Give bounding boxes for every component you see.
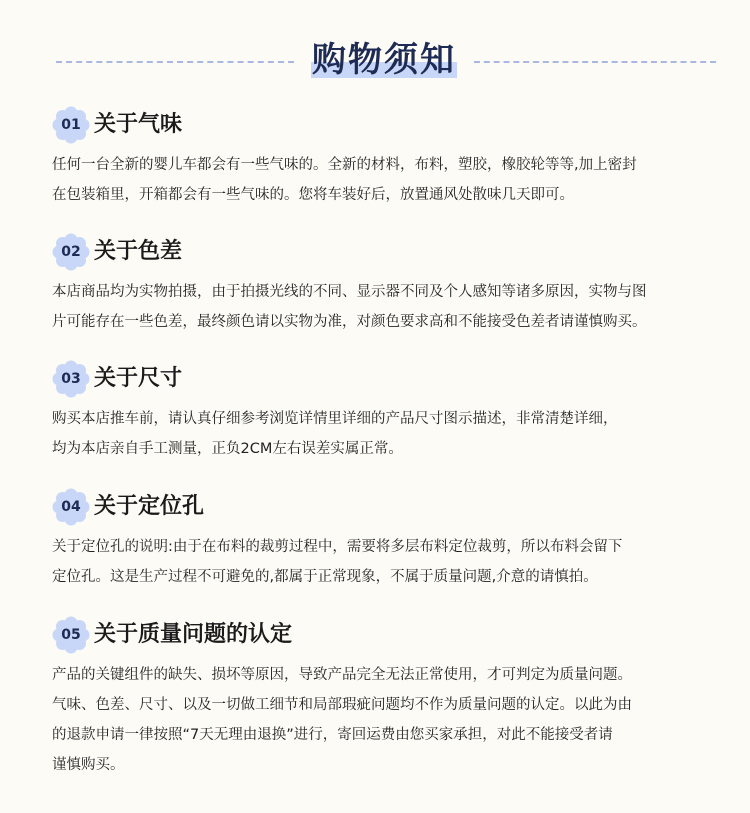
section-title: 关于气味 xyxy=(94,112,183,137)
section-color-difference xyxy=(52,233,712,337)
section-positioning-holes xyxy=(52,488,712,592)
section-number: 05 xyxy=(61,627,81,643)
section-text-line: 定位孔。这是生产过程不可避免的,都属于正常现象，不属于质量问题,介意的请慎拍。 xyxy=(52,569,598,585)
section-number: 01 xyxy=(61,117,81,133)
header-divider-right xyxy=(474,61,716,63)
page-header xyxy=(0,38,750,84)
page-title-wrap xyxy=(305,38,463,84)
flower-badge-icon xyxy=(52,233,90,271)
section-text-line: 气味、色差、尺寸、以及一切做工细节和局部瑕疵问题均不作为质量问题的认定。以此为由 xyxy=(52,697,632,713)
section-body xyxy=(52,660,712,780)
section-title: 关于定位孔 xyxy=(94,494,205,519)
flower-badge-icon xyxy=(52,360,90,398)
section-number: 04 xyxy=(61,499,81,515)
section-text-line: 产品的关键组件的缺失、损坏等原因，导致产品完全无法正常使用，才可判定为质量问题。 xyxy=(52,667,632,683)
section-body xyxy=(52,404,712,464)
section-text-line: 本店商品均为实物拍摄，由于拍摄光线的不同、显示器不同及个人感知等诸多原因，实物与图 xyxy=(52,284,647,300)
flower-badge-icon xyxy=(52,488,90,526)
section-body xyxy=(52,150,712,210)
header-divider-left xyxy=(56,61,294,63)
section-header xyxy=(52,106,712,146)
section-text-line: 关于定位孔的说明:由于在布料的裁剪过程中，需要将多层布料定位裁剪，所以布料会留下 xyxy=(52,539,623,555)
section-title: 关于质量问题的认定 xyxy=(94,622,293,647)
page-title: 购物须知 xyxy=(312,40,456,80)
section-header xyxy=(52,616,712,656)
section-header xyxy=(52,360,712,400)
section-quality-issues xyxy=(52,616,712,780)
flower-badge-icon xyxy=(52,616,90,654)
section-text-line: 在包装箱里，开箱都会有一些气味的。您将车装好后，放置通风处散味几天即可。 xyxy=(52,187,574,203)
section-size xyxy=(52,360,712,464)
section-text-line: 均为本店亲自手工测量，正负2CM左右误差实属正常。 xyxy=(52,441,403,457)
section-smell xyxy=(52,106,712,210)
section-number: 03 xyxy=(61,371,81,387)
section-text-line: 的退款申请一律按照“7天无理由退换”进行，寄回运费由您买家承担，对此不能接受者请 xyxy=(52,727,613,743)
section-body xyxy=(52,532,712,592)
section-body xyxy=(52,277,712,337)
section-header xyxy=(52,488,712,528)
section-title: 关于尺寸 xyxy=(94,366,183,391)
section-title: 关于色差 xyxy=(94,239,183,264)
section-number: 02 xyxy=(61,244,81,260)
section-text-line: 购买本店推车前，请认真仔细参考浏览详情里详细的产品尺寸图示描述，非常清楚详细， xyxy=(52,411,618,427)
section-text-line: 片可能存在一些色差，最终颜色请以实物为准，对颜色要求高和不能接受色差者请谨慎购买。 xyxy=(52,314,647,330)
section-text-line: 谨慎购买。 xyxy=(52,757,125,773)
section-header xyxy=(52,233,712,273)
flower-badge-icon xyxy=(52,106,90,144)
section-text-line: 任何一台全新的婴儿车都会有一些气味的。全新的材料，布料，塑胶，橡胶轮等等,加上密封 xyxy=(52,157,637,173)
